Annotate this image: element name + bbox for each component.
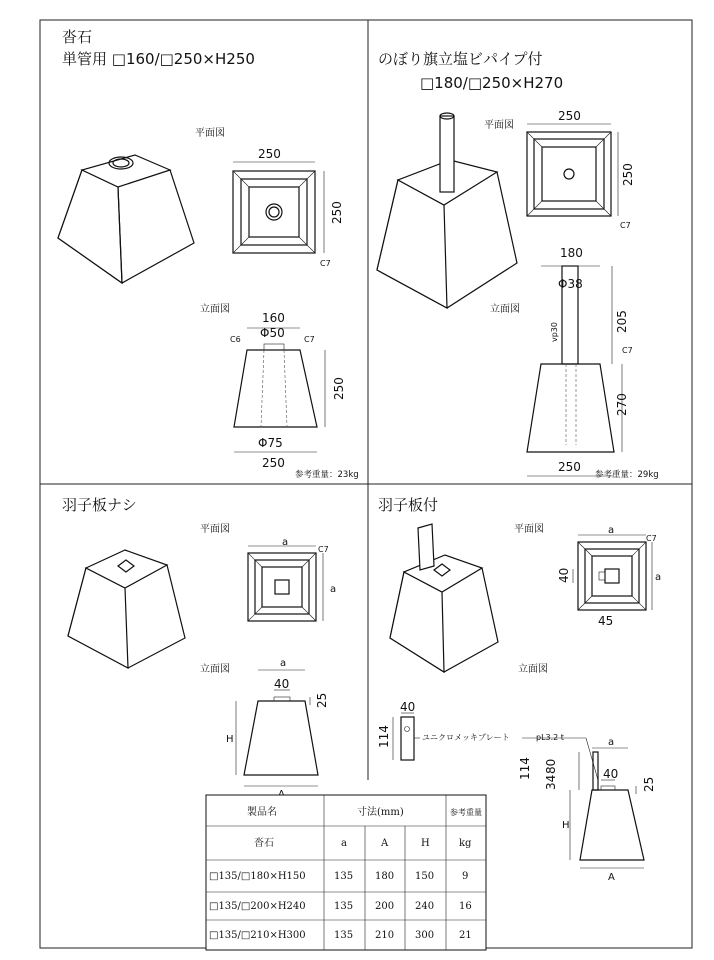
plan-40-dim: 40 (557, 567, 571, 583)
table-row-3-H: 300 (415, 930, 435, 941)
elev-top-a-dim-4: a (608, 737, 615, 748)
table-header-weight: 参考重量 (450, 808, 482, 817)
chamfer-c7-label-2: C7 (622, 346, 633, 355)
block-3d-drawing-3 (68, 550, 185, 668)
elevation-view-label-4: 立面図 (518, 664, 548, 675)
panel1-title: 沓石 (62, 28, 93, 46)
pipe-height-dim: 205 (615, 310, 629, 333)
panel2-title: のぼり旗立塩ビパイプ付 (378, 50, 543, 68)
dim-80: 80 (544, 758, 558, 774)
plan-view-3 (248, 546, 323, 621)
elevation-view-label-3: 立面図 (200, 664, 230, 675)
plan-view-label-4: 平面図 (514, 524, 544, 535)
square-hole-dim: 40 (274, 677, 290, 691)
table-row-2-a: 135 (334, 901, 354, 912)
bottom-width-dim: 250 (262, 456, 285, 470)
plan-height-dim-2: 250 (621, 163, 635, 186)
plan-height-dim: 250 (330, 201, 344, 224)
plate-height-dim: 114 (377, 725, 391, 748)
table-subheader-product: 沓石 (254, 838, 274, 849)
chamfer-label-2: C7 (620, 221, 631, 230)
panel3-title: 羽子板ナシ (62, 496, 137, 514)
top-width-dim: 160 (262, 311, 285, 325)
plan-a-dim-4: a (608, 525, 615, 536)
table-row-1-name: □135/□180×H150 (209, 871, 306, 882)
plan-view-label: 平面図 (195, 128, 225, 139)
plan-view-label-2: 平面図 (484, 120, 514, 131)
block-3d-drawing (58, 155, 194, 283)
chamfer-label-3: C7 (318, 545, 329, 554)
plan-view-label-3: 平面図 (200, 524, 230, 535)
table-subheader-H: H (421, 838, 430, 849)
table-row-1-kg: 9 (462, 871, 469, 882)
plate-114-dim: 114 (518, 757, 532, 780)
table-row-1-a: 135 (334, 871, 354, 882)
plan-view (233, 162, 324, 253)
table-row-2-H: 240 (415, 901, 435, 912)
depth-25-dim-4: 25 (642, 776, 656, 792)
table-row-2-kg: 16 (459, 901, 472, 912)
plate-material-label: ユニクロメッキプレート (422, 733, 510, 742)
elevation-view-label: 立面図 (200, 304, 230, 315)
table-subheader-a: a (341, 838, 347, 849)
hole-diameter-dim: Φ50 (260, 326, 285, 340)
table-row-3-name: □135/□210×H300 (209, 930, 306, 941)
panel-kutsuishi-tankan (58, 28, 359, 480)
plate-thickness-label: pL3.2 t (536, 733, 564, 742)
table-subheader-A: A (381, 838, 389, 849)
pipe-type-label: vp30 (550, 322, 559, 342)
plan-45-dim: 45 (598, 614, 614, 628)
top-width-dim-2: 180 (560, 246, 583, 260)
elevation-view-4 (570, 748, 644, 868)
bottom-width-dim-2: 250 (558, 460, 581, 474)
pipe-diameter-dim: Φ38 (558, 277, 583, 291)
panel-nobori-pipe (377, 50, 659, 480)
table-row-2-name: □135/□200×H240 (209, 901, 306, 912)
elevation-view (234, 328, 325, 452)
elevation-view-2 (527, 266, 622, 476)
panel4-title: 羽子板付 (378, 496, 439, 514)
bottom-a-dim-4: A (608, 872, 615, 883)
plan-a2-dim: a (330, 584, 337, 595)
dim-34: 34 (544, 774, 558, 790)
square-hole-dim-4: 40 (603, 767, 619, 781)
height-h-dim: H (226, 734, 234, 745)
panel-hagoita-nashi (62, 496, 336, 800)
plan-a-dim: a (282, 537, 289, 548)
reference-weight-2: 参考重量：29kg (595, 470, 659, 480)
block-with-pipe-3d (377, 113, 517, 308)
bottom-hole-dim: Φ75 (258, 436, 283, 450)
elevation-view-label-2: 立面図 (490, 304, 520, 315)
spec-table (206, 795, 486, 950)
height-dim-2: 270 (615, 393, 629, 416)
block-with-plate-3d (390, 524, 498, 672)
height-dim: 250 (332, 377, 346, 400)
table-header-product: 製品名 (247, 807, 277, 818)
chamfer-c7-label: C7 (304, 335, 315, 344)
chamfer-c6-label: C6 (230, 335, 241, 344)
plate-width-dim: 40 (400, 700, 416, 714)
panel2-subtitle: □180/□250×H270 (420, 74, 564, 92)
table-row-2-A: 200 (375, 901, 395, 912)
plan-a2-dim-4: a (655, 572, 662, 583)
plan-width-dim: 250 (258, 147, 281, 161)
table-row-3-a: 135 (334, 930, 354, 941)
table-row-1-A: 180 (375, 871, 395, 882)
plate-detail (393, 713, 420, 760)
panel1-subtitle: 単管用 □160/□250×H250 (62, 50, 255, 68)
chamfer-label-4: C7 (646, 534, 657, 543)
table-row-1-H: 150 (415, 871, 435, 882)
chamfer-label: C7 (320, 259, 331, 268)
table-header-dims: 寸法(mm) (357, 807, 404, 818)
table-row-3-kg: 21 (459, 930, 472, 941)
plan-view-4 (573, 535, 652, 610)
table-subheader-kg: kg (459, 838, 472, 849)
height-h-dim-4: H (562, 820, 570, 831)
table-row-3-A: 210 (375, 930, 395, 941)
plan-width-dim-2: 250 (558, 109, 581, 123)
depth-25-dim: 25 (315, 692, 329, 708)
elev-top-a-dim: a (280, 658, 287, 669)
reference-weight: 参考重量：23kg (295, 470, 359, 480)
plan-view-2 (527, 124, 618, 216)
